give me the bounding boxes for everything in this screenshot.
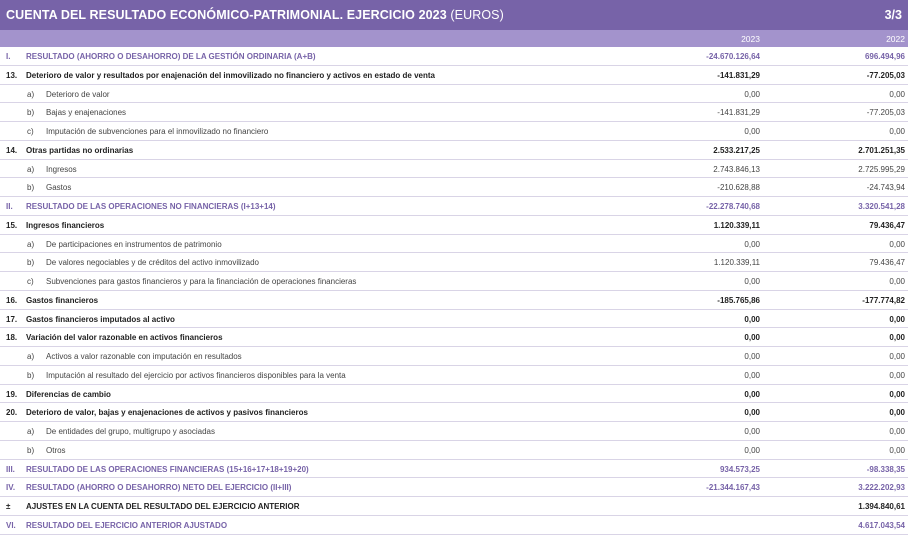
row-number: 19. <box>6 389 18 399</box>
value-2022: 2.725.995,29 <box>858 164 905 174</box>
value-2022: -24.743,94 <box>866 183 905 193</box>
value-2022: 3.222.202,93 <box>858 483 905 493</box>
row-label: Gastos financieros imputados al activo <box>26 314 175 324</box>
row-number: 14. <box>6 145 18 155</box>
row-number: b) <box>27 370 35 380</box>
row-number: b) <box>27 183 35 193</box>
value-2022: 2.701.251,35 <box>858 145 905 155</box>
row-label: Otras partidas no ordinarias <box>26 145 134 155</box>
value-2023: 0,00 <box>744 127 760 136</box>
value-2023: 0,00 <box>744 389 760 399</box>
year-previous-header: 2022 <box>886 34 905 44</box>
value-2022: 0,00 <box>889 333 905 343</box>
row-label: Imputación de subvenciones para el inmovilizado no financiero <box>46 127 269 136</box>
row-number: b) <box>27 108 35 118</box>
value-2022: 0,00 <box>889 127 905 136</box>
table-row <box>0 403 908 422</box>
value-2022: 3.320.541,28 <box>858 202 905 211</box>
value-2022: 0,00 <box>889 277 905 286</box>
table-row <box>0 178 908 197</box>
row-label: Imputación al resultado del ejercicio por activos financieros disponibles para la venta <box>46 370 346 380</box>
document-title <box>6 8 504 22</box>
value-2023: 0,00 <box>744 333 760 343</box>
row-label: Activos a valor razonable con imputación en resultados <box>46 352 242 361</box>
value-2022: -177.774,82 <box>862 295 905 305</box>
value-2023: 0,00 <box>744 445 760 455</box>
table-row <box>0 441 908 460</box>
page-number: 3/3 <box>884 8 902 22</box>
row-label: Bajas y enajenaciones <box>46 108 127 118</box>
value-2023: -185.765,86 <box>717 295 760 305</box>
row-number: III. <box>6 464 15 474</box>
row-label: Gastos <box>46 183 72 193</box>
row-number: 18. <box>6 333 18 343</box>
value-2023: 0,00 <box>744 408 760 418</box>
title-unit: (EUROS) <box>450 8 504 22</box>
row-label: Deterioro de valor <box>46 89 110 99</box>
statement-table <box>0 47 908 535</box>
table-row <box>0 422 908 441</box>
row-label: Ingresos financieros <box>26 220 105 230</box>
row-label: RESULTADO DE LAS OPERACIONES NO FINANCIERAS (I+13+14) <box>26 202 276 211</box>
value-2022: 0,00 <box>889 89 905 99</box>
row-label: RESULTADO DE LAS OPERACIONES FINANCIERAS (15+16+17+18+19+20) <box>26 464 309 474</box>
value-2023: 0,00 <box>744 352 760 361</box>
row-label: De valores negociables y de créditos del activo inmovilizado <box>46 258 259 268</box>
value-2022: 1.394.840,61 <box>858 502 905 511</box>
value-2022: 0,00 <box>889 427 905 436</box>
table-row <box>0 197 908 216</box>
value-2023: 2.743.846,13 <box>713 164 760 174</box>
value-2023: 2.533.217,25 <box>713 145 760 155</box>
value-2023: 0,00 <box>744 277 760 286</box>
row-label: RESULTADO (AHORRO O DESAHORRO) NETO DEL EJERCICIO (II+III) <box>26 483 292 493</box>
row-label: Gastos financieros <box>26 295 99 305</box>
row-number: b) <box>27 258 35 268</box>
value-2023: 0,00 <box>744 370 760 380</box>
table-row <box>0 516 908 535</box>
table-row <box>0 141 908 160</box>
row-number: 15. <box>6 220 18 230</box>
table-row <box>0 366 908 385</box>
table-row <box>0 103 908 122</box>
value-2022: 0,00 <box>889 408 905 418</box>
row-label: RESULTADO DEL EJERCICIO ANTERIOR AJUSTADO <box>26 520 228 530</box>
value-2022: -77.205,03 <box>866 70 905 80</box>
row-label: Deterioro de valor, bajas y enajenaciones de activos y pasivos financieros <box>26 408 308 418</box>
value-2023: -24.670.126,64 <box>706 52 760 61</box>
value-2023: 0,00 <box>744 314 760 324</box>
row-number: ± <box>6 502 11 511</box>
table-row <box>0 347 908 366</box>
table-row <box>0 478 908 497</box>
value-2022: 0,00 <box>889 239 905 249</box>
row-number: 20. <box>6 408 18 418</box>
table-row <box>0 460 908 479</box>
row-number: a) <box>27 427 35 436</box>
table-row <box>0 235 908 254</box>
row-number: I. <box>6 52 11 61</box>
row-number: IV. <box>6 483 16 493</box>
table-row <box>0 66 908 85</box>
value-2022: 0,00 <box>889 370 905 380</box>
value-2023: -141.831,29 <box>717 70 760 80</box>
table-row <box>0 216 908 235</box>
row-number: 17. <box>6 314 18 324</box>
value-2022: -98.338,35 <box>866 464 905 474</box>
title-main: CUENTA DEL RESULTADO ECONÓMICO-PATRIMONIAL. EJERCICIO 2023 <box>6 8 447 22</box>
table-row <box>0 385 908 404</box>
value-2023: 934.573,25 <box>719 464 760 474</box>
value-2023: 1.120.339,11 <box>713 220 760 230</box>
row-label: Diferencias de cambio <box>26 389 111 399</box>
table-row <box>0 328 908 347</box>
row-number: b) <box>27 445 35 455</box>
row-number: a) <box>27 352 35 361</box>
value-2023: 1.120.339,11 <box>713 258 760 268</box>
row-label: Otros <box>46 445 66 455</box>
row-label: Variación del valor razonable en activos financieros <box>26 333 223 343</box>
row-number: a) <box>27 164 35 174</box>
row-number: a) <box>27 89 35 99</box>
table-row <box>0 291 908 310</box>
row-label: RESULTADO (AHORRO O DESAHORRO) DE LA GESTIÓN ORDINARIA (A+B) <box>26 52 316 61</box>
value-2022: 0,00 <box>889 389 905 399</box>
year-current-header: 2023 <box>741 34 760 44</box>
table-row <box>0 160 908 179</box>
title-bar <box>0 0 908 30</box>
value-2022: 79.436,47 <box>869 220 905 230</box>
row-number: c) <box>27 127 34 136</box>
table-row <box>0 85 908 104</box>
value-2022: 79.436,47 <box>869 258 905 268</box>
row-number: a) <box>27 239 35 249</box>
value-2023: -141.831,29 <box>717 108 760 118</box>
value-2022: 696.494,96 <box>864 52 905 61</box>
value-2022: -77.205,03 <box>866 108 905 118</box>
row-number: VI. <box>6 520 16 530</box>
row-label: Deterioro de valor y resultados por enajenación del inmovilizado no financiero y activos en estado de venta <box>26 70 435 80</box>
value-2023: -210.628,88 <box>717 183 760 193</box>
value-2022: 0,00 <box>889 314 905 324</box>
row-label: AJUSTES EN LA CUENTA DEL RESULTADO DEL EJERCICIO ANTERIOR <box>26 502 300 511</box>
value-2023: 0,00 <box>744 239 760 249</box>
row-label: Subvenciones para gastos financieros y para la financiación de operaciones financieras <box>46 277 357 286</box>
table-row <box>0 47 908 66</box>
year-header <box>0 30 908 47</box>
row-number: 16. <box>6 295 18 305</box>
value-2022: 4.617.043,54 <box>858 520 905 530</box>
row-number: 13. <box>6 70 18 80</box>
table-row <box>0 497 908 516</box>
table-row <box>0 253 908 272</box>
table-row <box>0 272 908 291</box>
value-2022: 0,00 <box>889 445 905 455</box>
value-2023: -21.344.167,43 <box>706 483 760 493</box>
value-2023: -22.278.740,68 <box>706 202 760 211</box>
value-2023: 0,00 <box>744 89 760 99</box>
row-label: De entidades del grupo, multigrupo y asociadas <box>46 427 215 436</box>
row-number: II. <box>6 202 13 211</box>
row-number: c) <box>27 277 34 286</box>
value-2023: 0,00 <box>744 427 760 436</box>
value-2022: 0,00 <box>889 352 905 361</box>
table-row <box>0 122 908 141</box>
row-label: Ingresos <box>46 164 77 174</box>
row-label: De participaciones en instrumentos de patrimonio <box>46 239 222 249</box>
table-row <box>0 310 908 329</box>
